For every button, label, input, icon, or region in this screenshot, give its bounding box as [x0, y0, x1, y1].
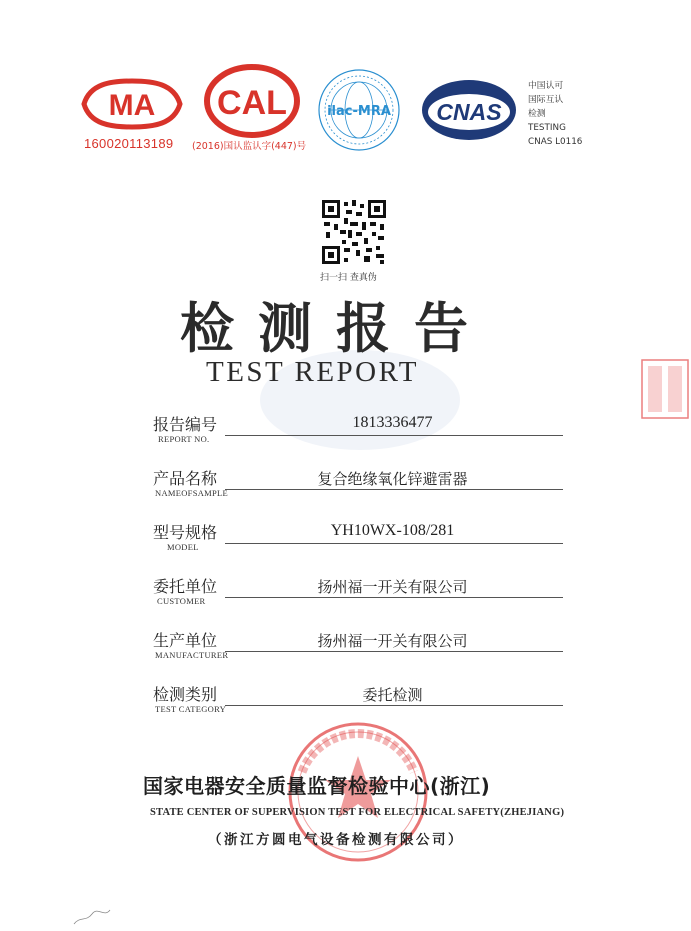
field-underline: [225, 435, 563, 436]
cal-logo: [203, 64, 301, 138]
field-label-en: TEST CATEGORY: [155, 704, 227, 714]
cnas-logo-text: CNAS: [436, 99, 502, 125]
field-manufacturer: [153, 628, 573, 672]
field-label-cn: 型号规格: [153, 523, 218, 542]
field-value: YH10WX-108/281: [330, 522, 455, 539]
field-label-cn: 检测类别: [153, 685, 218, 704]
field-label-cn: 委托单位: [153, 577, 218, 596]
organization-name-en: STATE CENTER OF SUPERVISION TEST FOR ELECTRICAL SAFETY(ZHEJIANG): [150, 807, 565, 818]
field-label-en: NAMEOFSAMPLE: [155, 488, 229, 498]
title-english: TEST REPORT: [206, 356, 419, 388]
field-underline: [225, 597, 563, 598]
ilac-mra-logo: [315, 66, 403, 154]
qr-caption: 扫一扫 查真伪: [320, 273, 377, 283]
cnas-line: TESTING: [528, 123, 566, 133]
cal-number: (2016)国认监认字(447)号: [192, 141, 307, 152]
field-underline: [225, 543, 563, 544]
title-chinese: 检测报告: [180, 296, 492, 360]
cnas-line: CNAS L0116: [528, 137, 583, 147]
qr-code[interactable]: [322, 200, 386, 264]
field-label-en: REPORT NO.: [158, 434, 210, 444]
organization-name-cn: 国家电器安全质量监督检验中心(浙江): [143, 774, 491, 798]
cnas-accreditation-text: [528, 79, 582, 149]
cal-logo-text: CAL: [217, 84, 287, 122]
cnas-line: 检测: [528, 109, 546, 119]
ilac-text: ilac-MRA: [327, 104, 391, 119]
organization-subsidiary: （浙江方圆电气设备检测有限公司）: [208, 832, 464, 848]
field-sample-name: [153, 466, 573, 510]
field-value: 扬州福一开关有限公司: [317, 578, 468, 596]
field-label-cn: 产品名称: [153, 469, 218, 488]
field-label-en: MODEL: [167, 542, 199, 552]
cma-logo: [80, 78, 184, 130]
field-label-en: MANUFACTURER: [155, 650, 229, 660]
field-label-cn: 生产单位: [153, 631, 218, 650]
field-report-no: [153, 412, 573, 456]
field-customer: [153, 574, 573, 618]
field-value: 1813336477: [352, 414, 433, 431]
field-value: 扬州福一开关有限公司: [317, 632, 468, 650]
field-label-en: CUSTOMER: [157, 596, 206, 606]
field-value: 复合绝缘氧化锌避雷器: [317, 470, 468, 488]
field-underline: [225, 705, 563, 706]
field-underline: [225, 651, 563, 652]
field-value: 委托检测: [362, 686, 423, 704]
corner-handwriting: [72, 906, 112, 928]
cnas-logo: [420, 78, 518, 142]
field-underline: [225, 489, 563, 490]
field-label-cn: 报告编号: [153, 415, 218, 434]
ma-number: 160020113189: [84, 136, 174, 151]
field-model: [153, 520, 573, 564]
cnas-line: 国际互认: [528, 95, 564, 105]
ma-logo-text: MA: [108, 89, 156, 122]
edge-seal-stamp: [640, 358, 690, 420]
cnas-line: 中国认可: [528, 81, 564, 91]
